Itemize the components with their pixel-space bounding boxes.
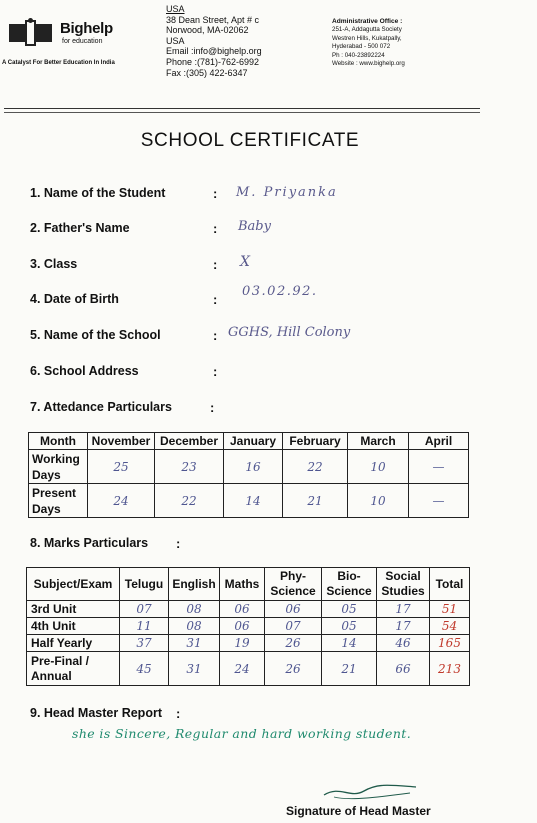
table-cell: 08 [169, 601, 220, 618]
us-address [166, 4, 262, 78]
table-cell: 25 [88, 450, 155, 484]
table-row [29, 450, 469, 484]
certificate-title: SCHOOL CERTIFICATE [140, 130, 360, 151]
address-line: 38 Dean Street, Apt # c [166, 14, 260, 25]
table-cell: 14 [224, 484, 283, 518]
row-label: Present Days [29, 484, 88, 518]
phone-line: Phone :(781)-762-6992 [166, 56, 260, 67]
header-divider [4, 108, 480, 109]
attendance-table [28, 432, 469, 518]
field-label-school-name: 5. Name of the School [30, 328, 161, 342]
brand-name: Bighelp [60, 20, 113, 37]
table-row [29, 484, 469, 518]
field-value-school-name: GGHS, Hill Colony [228, 325, 351, 340]
colon: : [213, 186, 218, 201]
column-header: November [88, 433, 155, 450]
column-header: Phy-Science [265, 568, 322, 601]
colon: : [176, 536, 181, 551]
address-line: Norwood, MA-02062 [166, 25, 249, 36]
colon: : [213, 292, 218, 307]
column-header: Social Studies [377, 568, 430, 601]
column-header: March [348, 433, 409, 450]
address-line: USA [166, 35, 185, 46]
field-label-school-address: 6. School Address [30, 364, 139, 378]
table-cell: 14 [322, 635, 377, 652]
row-label: 3rd Unit [27, 601, 120, 618]
bighelp-logo-icon [6, 18, 56, 48]
field-label-class: 3. Class [30, 257, 78, 271]
column-header: Maths [220, 568, 265, 601]
column-header: English [169, 568, 220, 601]
table-cell: 21 [322, 652, 377, 686]
table-cell: 24 [220, 652, 265, 686]
table-cell: 06 [220, 618, 265, 635]
row-label: Half Yearly [27, 635, 120, 652]
report-section-label: 9. Head Master Report [30, 706, 162, 720]
column-header: Total [430, 568, 470, 601]
table-cell: 66 [377, 652, 430, 686]
office-line: Westren Hills, Kukatpally, [332, 34, 402, 42]
colon: : [213, 221, 218, 236]
table-row [27, 601, 470, 618]
marks-table [26, 567, 470, 686]
field-label-father-name: 2. Father's Name [30, 221, 130, 235]
signature-label: Signature of Head Master [286, 804, 431, 818]
column-header: Month [29, 433, 88, 450]
table-cell: 05 [322, 601, 377, 618]
table-cell: 08 [169, 618, 220, 635]
field-value-father-name: Baby [238, 219, 271, 234]
field-label-student-name: 1. Name of the Student [30, 186, 166, 200]
table-cell: 26 [265, 635, 322, 652]
table-header-row [29, 433, 469, 450]
field-label-attendance: 7. Attedance Particulars [30, 400, 172, 414]
row-label: 4th Unit [27, 618, 120, 635]
total-cell: 51 [430, 601, 470, 618]
row-label: Pre-Final / Annual [27, 652, 120, 686]
table-cell: 26 [265, 652, 322, 686]
signature-scribble [320, 781, 420, 803]
head-master-report-text: she is Sincere, Regular and hard working student. [72, 726, 412, 741]
table-cell: 21 [283, 484, 348, 518]
brand-subtitle: for education [62, 38, 103, 45]
column-header: December [155, 433, 224, 450]
table-cell: 07 [120, 601, 169, 618]
table-cell: 22 [155, 484, 224, 518]
office-line: Website : www.bighelp.org [332, 60, 405, 68]
field-value-student-name: M. Priyanka [236, 185, 338, 200]
column-header: April [409, 433, 469, 450]
marks-section-label: 8. Marks Particulars [30, 536, 149, 550]
table-row [27, 652, 470, 686]
table-cell: — [409, 484, 469, 518]
table-cell: 31 [169, 652, 220, 686]
table-cell: 05 [322, 618, 377, 635]
table-header-row [27, 568, 470, 601]
column-header: Telugu [120, 568, 169, 601]
table-cell: 46 [377, 635, 430, 652]
table-cell: 17 [377, 601, 430, 618]
colon: : [176, 706, 181, 721]
table-cell: 06 [265, 601, 322, 618]
table-cell: 19 [220, 635, 265, 652]
address-line: USA [166, 4, 185, 14]
india-office-address [332, 18, 405, 68]
column-header: February [283, 433, 348, 450]
field-label-dob: 4. Date of Birth [30, 292, 119, 306]
table-cell: 07 [265, 618, 322, 635]
table-row [27, 635, 470, 652]
table-cell: 10 [348, 450, 409, 484]
header-divider [4, 112, 480, 113]
table-cell: 17 [377, 618, 430, 635]
colon: : [213, 257, 218, 272]
column-header: Bio-Science [322, 568, 377, 601]
colon: : [213, 328, 218, 343]
table-cell: 24 [88, 484, 155, 518]
table-cell: 22 [283, 450, 348, 484]
table-cell: 16 [224, 450, 283, 484]
office-title: Administrative Office : [332, 18, 403, 25]
table-cell: 37 [120, 635, 169, 652]
total-cell: 54 [430, 618, 470, 635]
total-cell: 213 [430, 652, 470, 686]
table-cell: 10 [348, 484, 409, 518]
table-cell: 23 [155, 450, 224, 484]
table-cell: 31 [169, 635, 220, 652]
field-value-class: X [240, 254, 250, 270]
table-cell: 11 [120, 618, 169, 635]
column-header: Subject/Exam [27, 568, 120, 601]
colon: : [213, 364, 218, 379]
office-line: Ph : 040-23892224 [332, 51, 385, 59]
table-cell: 06 [220, 601, 265, 618]
table-cell: — [409, 450, 469, 484]
fax-line: Fax :(305) 422-6347 [166, 67, 248, 78]
table-row [27, 618, 470, 635]
colon: : [210, 400, 215, 415]
total-cell: 165 [430, 635, 470, 652]
table-cell: 45 [120, 652, 169, 686]
office-line: Hyderabad - 500 072 [332, 43, 391, 51]
column-header: January [224, 433, 283, 450]
office-line: 251-A, Addagutta Society [332, 26, 402, 34]
tagline: A Catalyst For Better Education In India [2, 60, 115, 66]
field-value-dob: 03.02.92. [242, 284, 318, 299]
email-line: Email :info@bighelp.org [166, 46, 262, 57]
row-label: Working Days [29, 450, 88, 484]
